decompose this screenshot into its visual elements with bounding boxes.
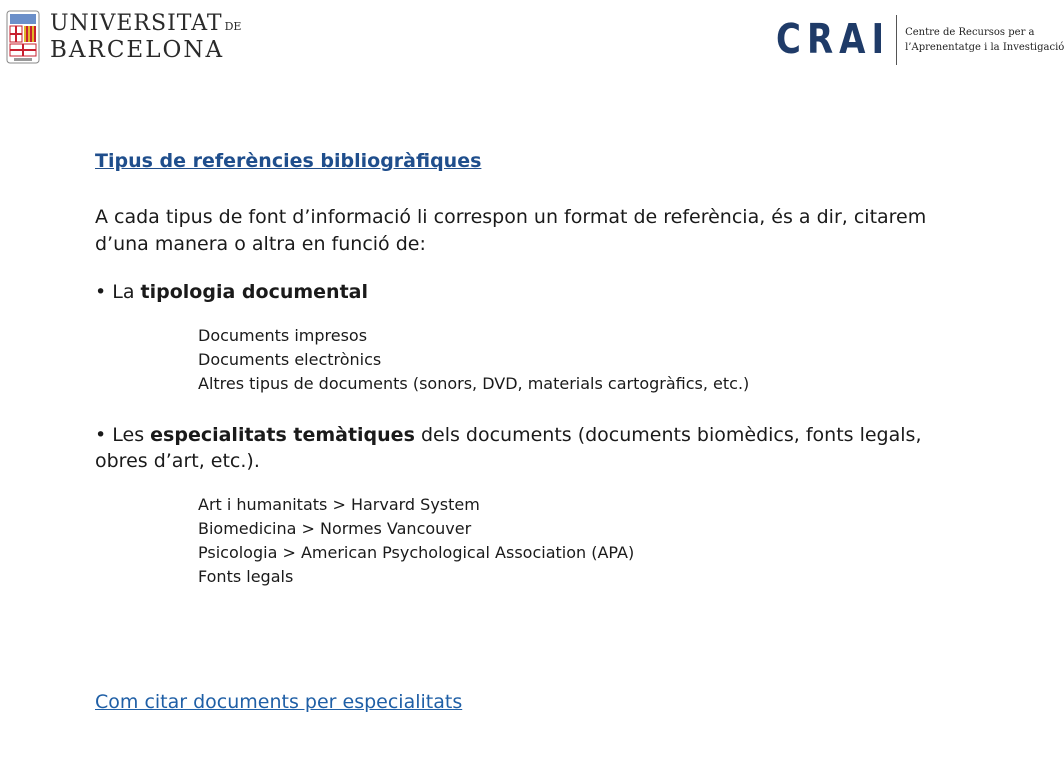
cite-specialties-link[interactable]: Com citar documents per especialitats <box>95 691 463 713</box>
list-item: Documents electrònics <box>198 349 382 369</box>
bullet-text-bold: tipologia documental <box>140 281 368 304</box>
tipologia-list <box>198 324 955 396</box>
bullet-marker: • <box>95 281 107 304</box>
bullet-marker: • <box>95 423 107 446</box>
ub-line1: UNIVERSITAT <box>50 10 223 36</box>
intro-paragraph: A cada tipus de font d’informació li correspon un format de referència, és a dir, citarem d’una manera o altra en funció de: <box>95 206 927 255</box>
ub-line2: BARCELONA <box>50 36 225 63</box>
crai-line2: l’Aprenentatge i la Investigació <box>905 42 1064 53</box>
ub-logo <box>6 8 241 66</box>
list-item: Altres tipus de documents (sonors, DVD, materials cartogràfics, etc.) <box>198 373 750 393</box>
list-item: Fonts legals <box>198 566 294 586</box>
slide-content <box>95 150 955 589</box>
list-item: Documents impresos <box>198 325 368 345</box>
bullet-text-post: dels documents (documents biomèdics, fonts legals, obres d’art, etc.). <box>95 423 922 473</box>
bullet-especialitats <box>95 422 955 475</box>
crai-divider <box>896 15 897 65</box>
crai-mark: CRAI <box>776 16 891 64</box>
ub-wordmark <box>50 10 242 63</box>
list-item: Biomedicina > Normes Vancouver <box>198 518 472 538</box>
list-item: Art i humanitats > Harvard System <box>198 494 480 514</box>
crai-line1: Centre de Recursos per a <box>905 26 1035 38</box>
especialitats-list <box>198 493 955 589</box>
ub-de: DE <box>224 19 242 33</box>
crai-description <box>905 25 1064 56</box>
bullet-text-bold: especialitats temàtiques <box>150 423 415 446</box>
crai-logo <box>776 14 1064 66</box>
page-title: Tipus de referències bibliogràfiques <box>95 150 482 172</box>
bullet-tipologia <box>95 279 955 306</box>
list-item: Psicologia > American Psychological Association (APA) <box>198 542 635 562</box>
bullet-text-pre: Les <box>112 423 145 446</box>
bullet-text-pre: La <box>112 281 135 304</box>
ub-shield-icon <box>6 10 40 64</box>
